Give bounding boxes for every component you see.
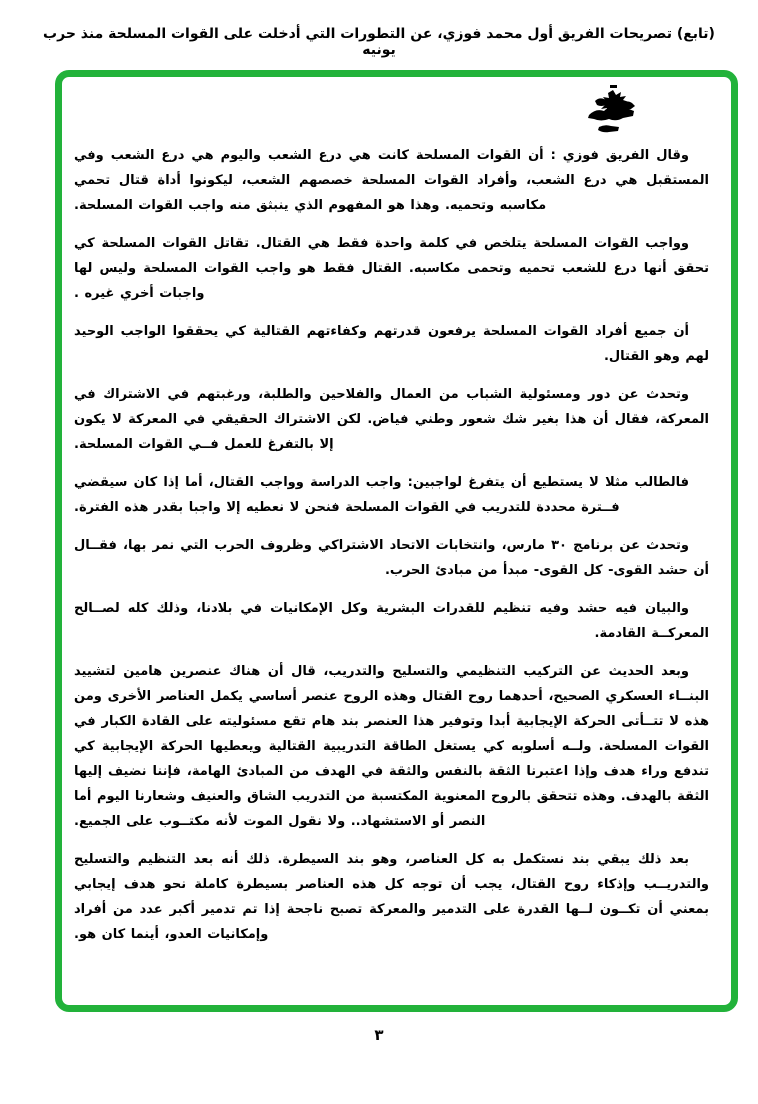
page-number: ٣ (374, 1026, 384, 1044)
paragraph-5: فالطالب مثلا لا يستطيع أن يتفرغ لواجبين: واجب الدراسة وواجب القتال، أما إذا كان سيقضي فــترة محددة للتدريب في القوات المسلحة فنحن لا نعطيه إلا واجبا بقدر هذه الفترة. (74, 475, 689, 515)
article-body (74, 143, 709, 947)
paragraph-6: وتحدث عن برنامج ٣٠ مارس، وانتخابات الاتحاد الاشتراكي وظروف الحرب التي نمر بها، فقــال أن حشد القوى- كل القوى- مبدأ من مبادئ الحرب. (74, 538, 709, 578)
paragraph-2: وواجب القوات المسلحة يتلخص في كلمة واحدة فقط هي القتال. تقاتل القوات المسلحة كي تحقق أنها درع للشعب تحميه وتحمى مكاسبه. القتال فقط هو واجب القوات المسلحة وليس لها واجبات أخري غيره . (74, 236, 709, 301)
paragraph-4: وتحدث عن دور ومسئولية الشباب من العمال والفلاحين والطلبة، ورغبتهم في الاشتراك في المعركة، فقال أن هذا بغير شك شعور وطني فياض. لكن الاشتراك الحقيقي في المعركة لا يكون إلا بالتفرغ للعمل فــي القوات المسلحة. (74, 387, 709, 452)
emblem-row (74, 85, 709, 143)
document-green-frame (55, 70, 738, 1012)
paragraph-1: وقال الفريق فوزي : أن القوات المسلحة كانت هي درع الشعب واليوم هي درع الشعب وفي المستقبل هي درع الشعب، وأفراد القوات المسلحة خصصهم الشعب، ليكونوا أداة قتال تحمي مكاسبه وتحميه. وهذا هو المفهوم الذي ينبثق منه واجب القوات المسلحة. (74, 148, 709, 213)
paragraph-3: أن جميع أفراد القوات المسلحة يرفعون قدرتهم وكفاءتهم القتالية كي يحققوا الواجب الوحيد لهم وهو القتال. (74, 324, 709, 364)
paragraph-9: بعد ذلك يبقي بند نستكمل به كل العناصر، وهو بند السيطرة. ذلك أنه بعد التنظيم والتسليح والتدريــب وإذكاء روح القتال، يجب أن توجه كل هذه العناصر بسيطرة كاملة نحو هدف إيجابي بمعني أن تكــون لــها القدرة على التدمير والمعركة تصبح ناجحة إذا تم تدمير أكبر عدد من أفراد وإمكانيات العدو، أينما كان هو. (74, 852, 709, 942)
publisher-calligraphy-emblem-icon (575, 85, 641, 137)
paragraph-7: والبيان فيه حشد وفيه تنظيم للقدرات البشرية وكل الإمكانيات في بلادنا، وذلك كله لصــالح المعركــة القادمة. (74, 601, 709, 641)
paragraph-8: وبعد الحديث عن التركيب التنظيمي والتسليح والتدريب، قال أن هناك عنصرين هامين لتشييد البنــاء العسكري الصحيح، أحدهما روح القتال وهذه الروح عنصر أساسي يكمل العناصر الأخرى ومن هذه لا تتــأتى الحركة الإيجابية أبدا وتوفير هذا العنصر بند هام تقع مسئوليته على القادة الكبار في القوات المسلحة. ولــه أسلوبه كي يستغل الطاقة التدريبية القتالية ويعطيها الحركة الإيجابية كي تندفع وراء هدف وإذا اعتبرنا الثقة بالنفس والثقة في الهدف من المبادئ الهامة، فإننا نضيف إليها الثقة بالهدف. وهذه تتحقق بالروح المعنوية المكتسبة من التدريب الشاق والعنيف وشعارنا اليوم أما النصر أو الاستشهاد.. ولا نقول الموت لأنه مكتــوب على الجميع. (74, 664, 709, 829)
page-title: (تابع) تصريحات الفريق أول محمد فوزي، عن التطورات التي أدخلت على القوات المسلحة منذ حرب يونيه (43, 26, 715, 58)
